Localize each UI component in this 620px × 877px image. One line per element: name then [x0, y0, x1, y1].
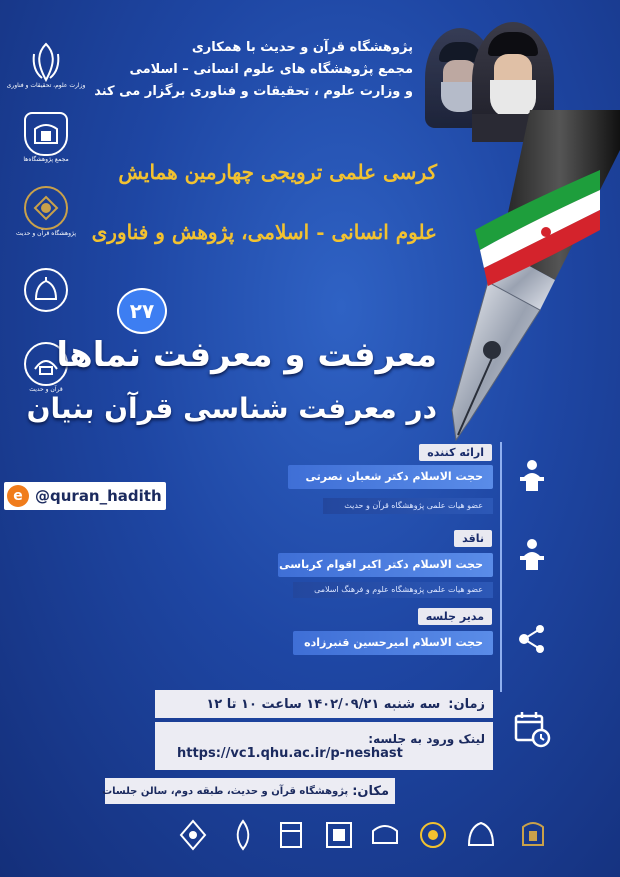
social-handle: @quran_hadith — [35, 487, 162, 505]
critic-name: حجت الاسلام دکتر اکبر اقوام کرباسی — [278, 553, 493, 577]
share-network-icon — [511, 618, 553, 660]
place-label: مکان: — [352, 783, 389, 799]
link-bar — [155, 722, 493, 770]
quran-hadith-institute-logo — [16, 186, 76, 238]
presenter-name: حجت الاسلام دکتر شعبان نصرتی — [288, 465, 493, 489]
event-title-line-1: کرسی علمی ترویجی چهارمین همایش — [118, 160, 437, 184]
header-line-2: مجمع پژوهشگاه های علوم انسانی – اسلامی — [129, 62, 413, 77]
moderator-label: مدیر جلسه — [418, 608, 492, 625]
logo-caption: وزارت علوم، تحقیقات و فناوری — [6, 82, 86, 89]
academies-logo — [22, 112, 70, 164]
main-title: معرفت و معرفت نماها — [56, 335, 437, 375]
logo-caption: پژوهشگاه قرآن و حدیث — [16, 230, 76, 237]
mosque-emblem-icon — [24, 268, 68, 312]
logo-caption: مجمع پژوهشگاه‌ها — [23, 156, 69, 163]
time-label: زمان: — [448, 696, 485, 712]
session-number: ۲۷ — [129, 299, 155, 323]
eitaa-icon: e — [7, 485, 29, 507]
place-bar — [102, 778, 395, 804]
critic-affiliation: عضو هیات علمی پژوهشگاه علوم و فرهنگ اسلامی — [293, 582, 493, 598]
link-url[interactable]: https://vc1.qhu.ac.ir/p-neshast — [177, 745, 403, 761]
ministry-emblem-icon — [26, 42, 66, 82]
time-value: سه شنبه ۱۴۰۲/۰۹/۲۱ ساعت ۱۰ تا ۱۲ — [206, 696, 441, 712]
time-bar — [155, 690, 493, 718]
social-handle-box[interactable] — [4, 482, 166, 510]
ministry-logo — [6, 42, 86, 90]
presenter-label: ارائه کننده — [419, 444, 492, 461]
header-line-1: پژوهشگاه قرآن و حدیث با همکاری — [191, 40, 413, 55]
critic-label: ناقد — [454, 530, 492, 547]
session-number-badge — [117, 288, 167, 334]
footer-logo-3-icon — [268, 812, 314, 858]
place-value: پژوهشگاه قرآن و حدیث، طبقه دوم، سالن جلسات — [102, 785, 349, 797]
footer-logo-5-icon — [362, 812, 408, 858]
link-label: لینک ورود به جلسه: — [368, 731, 485, 746]
academies-assembly-icon — [24, 112, 68, 156]
lectern-icon — [511, 533, 553, 575]
mosque-logo — [22, 268, 70, 312]
header-line-3: و وزارت علوم ، تحقیقات و فناوری برگزار می کند — [94, 84, 413, 99]
event-title-line-2: علوم انسانی - اسلامی، پژوهش و فناوری — [91, 220, 437, 244]
footer-logo-7-icon — [458, 812, 504, 858]
quran-hadith-institute-icon — [24, 186, 68, 230]
presenter-affiliation: عضو هیات علمی پژوهشگاه قرآن و حدیث — [323, 498, 493, 514]
footer-logo-1-icon — [170, 812, 216, 858]
logo-caption: قرآن و حدیث — [29, 386, 63, 393]
footer-logo-6-icon — [410, 812, 456, 858]
footer-logo-4-icon — [316, 812, 362, 858]
footer-logo-8-icon — [510, 812, 556, 858]
calendar-clock-icon — [511, 708, 553, 750]
footer-logo-2-icon — [220, 812, 266, 858]
timeline-line — [500, 442, 502, 692]
subtitle: در معرفت شناسی قرآن بنیان — [26, 392, 437, 425]
lectern-icon — [511, 454, 553, 496]
moderator-name: حجت الاسلام امیرحسین قنبرزاده — [293, 631, 493, 655]
